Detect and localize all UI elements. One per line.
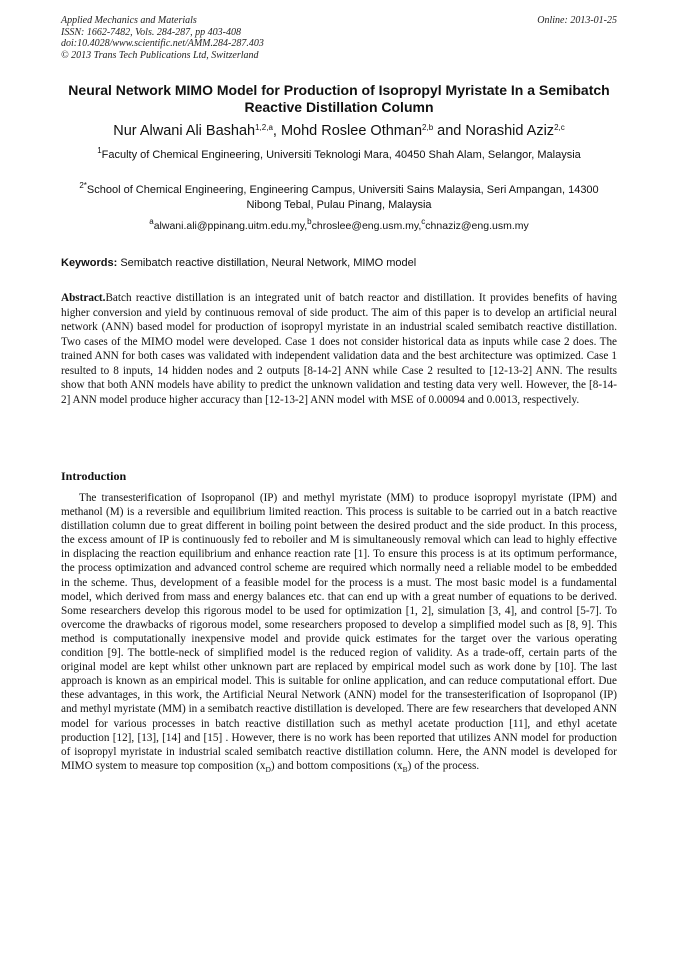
- abstract-text: Batch reactive distillation is an integrated unit of batch reactor and distillation. It provides benefits of having higher conversion and yield by continuous removal of side product. The aim of this paper is to develop an artificial neural network (ANN) based model for production of isopropyl myristate in an industrial scaled semibatch reactive distillation. Two cases of the MIMO model were developed. Case 1 does not consider historical data as inputs while case 2 does. The trained ANN for both cases was validated with independent validation data and the best architecture was optimized. Case 1 resulted to 8 inputs, 14 hidden nodes and 2 outputs [8-14-2] ANN while Case 2 resulted to [12-13-2] ANN. The results show that both ANN models have ability to predict the unknown validation and testing data very well. However, the [8-14-2] ANN model produce higher accuracy than [12-13-2] ANN model with MSE of 0.00094 and 0.0013, respectively.: [61, 292, 617, 406]
- keywords-line: [61, 256, 617, 271]
- online-date: Online: 2013-01-25: [537, 15, 617, 26]
- author-conjunction: and: [437, 123, 462, 139]
- journal-name: Applied Mechanics and Materials: [61, 15, 197, 26]
- email-address[interactable]: chnaziz@eng.usm.my: [425, 220, 529, 232]
- author-name: Nur Alwani Ali Bashah: [113, 123, 256, 139]
- author-name: Mohd Roslee Othman: [280, 123, 423, 139]
- introduction-heading: Introduction: [61, 469, 127, 483]
- doi-line: doi:10.4028/www.scientific.net/AMM.284-287.403: [61, 38, 264, 49]
- affiliation-2: [70, 183, 608, 213]
- abstract-label: Abstract.: [61, 292, 106, 304]
- introduction-paragraph: [61, 491, 617, 773]
- email-mark: c: [421, 217, 426, 226]
- author-name: Norashid Aziz: [465, 123, 555, 139]
- affiliation-mark: 2*: [79, 181, 87, 190]
- email-mark: b: [307, 217, 312, 226]
- copyright-line: © 2013 Trans Tech Publications Ltd, Switzerland: [61, 49, 259, 61]
- email-mark: a: [149, 217, 154, 226]
- author-affiliation-mark: 2,c: [554, 123, 565, 132]
- paper-title: Neural Network MIMO Model for Production of Isopropyl Myristate In a Semibatch Reactive Distillation Column: [68, 82, 610, 115]
- abstract-paragraph: [61, 291, 617, 407]
- keywords-label: Keywords:: [61, 257, 118, 269]
- email-address[interactable]: alwani.ali@ppinang.uitm.edu.my,: [153, 220, 308, 232]
- affiliation-mark: 1: [97, 146, 102, 155]
- author-affiliation-mark: 2,b: [422, 123, 434, 132]
- introduction-text-mid: ) and bottom compositions (x: [270, 759, 403, 772]
- email-list: [40, 219, 638, 234]
- email-address[interactable]: chroslee@eng.usm.my,: [311, 220, 422, 232]
- author-affiliation-mark: 1,2,a: [255, 123, 273, 132]
- author-list: Nur Alwani Ali Bashah$^{1,2,a}$, Mohd Roslee Othman$^{2,b}$ and Norashid Aziz$^{2,c}$: [113, 123, 565, 139]
- affiliation-1: [70, 148, 608, 163]
- subscript-b: B: [402, 765, 408, 775]
- introduction-text-end: ) of the process.: [407, 759, 480, 772]
- affiliation-text: School of Chemical Engineering, Engineering Campus, Universiti Sains Malaysia, Seri Ampangan, 14300 Nibong Tebal, Pulau Pinang, Malaysia: [86, 184, 599, 211]
- affiliation-text: Faculty of Chemical Engineering, Universiti Teknologi Mara, 40450 Shah Alam, Selangor, Malaysia: [101, 149, 581, 161]
- subscript-d: D: [265, 765, 271, 775]
- journal-header: [61, 15, 617, 61]
- introduction-text: The transesterification of Isopropanol (IP) and methyl myristate (MM) to produce isopropyl myristate (IPM) and methanol (M) is a reversible and equilibrium limited reaction. This process is suitable to be carried out in a batch reactive distillation column due to great different in boiling point between the desired product and the side product. In this process, the excess amount of IP is continuously fed to reboiler and M is simultaneously removal which can lead to highly effective in displacing the reaction equilibrium and enhance reaction rate [1]. To ensure this process is at its optimum performance, the process optimization and advanced control scheme are required which normally need a reliable model to be embedded in the scheme. Thus, development of a feasible model for the process is a must. The most basic model is a fundamental model, which derived from mass and energy balances etc. that can end up with a great number of equations to be derived. Some researchers develop this rigorous model to be used for optimization [1, 2], simulation [3, 4], and control [5-7]. To overcome the drawbacks of rigorous model, some researchers proposed to develop a simplified model such as [8, 9]. This method is computationally inexpensive model and provide quick estimates for the target over the various operating condition [9]. The bottle-neck of simplified model is the reduced region of validity. As a trade-off, certain parts of the original model are kept whilst other unknown part are replaced by empirical model such as work done by [10]. The last approach is known as an empirical model. This is suitable for online application, and can reduce computational effort. Due these advantages, in this work, the Artificial Neural Network (ANN) model for the transesterification of Isopropanol (IP) and methyl myristate (MM) in a semibatch reactive distillation is developed. There are few researchers that developed ANN model for various processes in batch reactive distillation such as methyl acetate production [11], and ethyl acetate production [12], [13], [14] and [15] . However, there is no work has been reported that utilizes ANN model for production of isopropyl myristate in industrial scaled semibatch reactive distillation column. Here, the ANN model is developed for MIMO system to measure top composition (x: [61, 492, 617, 772]
- issn-line: ISSN: 1662-7482, Vols. 284-287, pp 403-408: [61, 26, 241, 38]
- keywords-text: Semibatch reactive distillation, Neural Network, MIMO model: [120, 257, 417, 269]
